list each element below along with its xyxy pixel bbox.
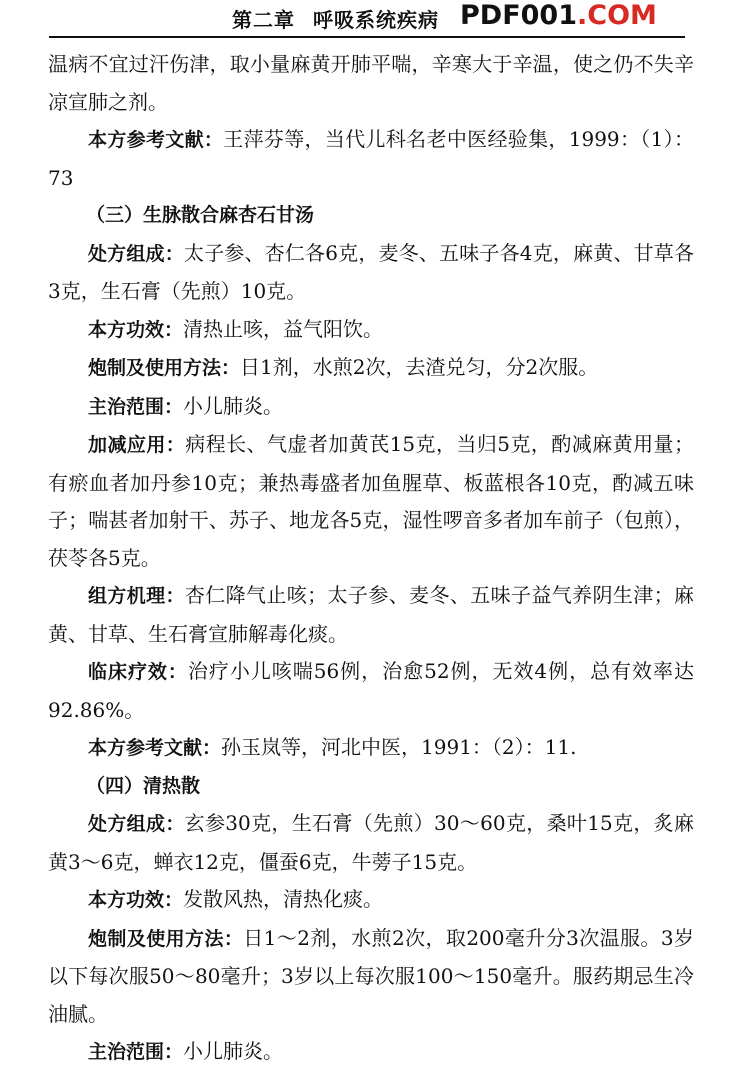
paragraph: 温病不宜过汗伤津，取小量麻黄开肺平喘，辛寒大于辛温，使之仍不失辛凉宣肺之剂。 — [48, 52, 694, 114]
paragraph — [48, 1033, 694, 1072]
watermark-part1: PDF001 — [460, 0, 578, 31]
paragraph — [48, 881, 694, 920]
field-text: 杏仁降气止咳；太子参、麦冬、五味子益气养阴生津；麻黄、甘草、生石膏宣肺解毒化痰。 — [48, 583, 694, 646]
field-text: 小儿肺炎。 — [183, 393, 284, 418]
field-label: 本方参考文献： — [88, 129, 224, 151]
field-text: 王萍芬等，当代儿科名老中医经验集，1999：（1）：73 — [48, 127, 694, 190]
paragraph — [48, 235, 694, 311]
paragraph — [48, 729, 694, 768]
field-text: 小儿肺炎。 — [183, 1039, 284, 1063]
paragraph — [48, 426, 694, 577]
field-label: 炮制及使用方法： — [88, 927, 244, 950]
paragraph — [48, 388, 694, 427]
field-label: 组方机理： — [88, 585, 185, 607]
field-label: 处方组成： — [88, 813, 185, 835]
field-label: 加减应用： — [88, 434, 186, 456]
paragraph — [48, 920, 694, 1034]
field-label: 本方功效： — [88, 889, 184, 911]
watermark-logo — [460, 0, 657, 31]
section-heading: （三）生脉散合麻杏石甘汤 — [86, 204, 315, 226]
field-label: 本方功效： — [88, 318, 184, 341]
paragraph — [48, 311, 694, 350]
header-rule — [49, 36, 685, 38]
paragraph — [48, 121, 694, 197]
field-text: 日1剂，水煎2次，去渣兑匀，分2次服。 — [240, 355, 599, 379]
section-heading: （四）清热散 — [86, 774, 201, 797]
paragraph — [48, 653, 694, 729]
field-label: 处方组成： — [88, 242, 184, 265]
paragraph — [48, 577, 694, 653]
field-text: 病程长、气虚者加黄芪15克，当归5克，酌减麻黄用量；有瘀血者加丹参10克；兼热毒盛者加鱼腥草、板蓝根各10克，酌减五味子；喘甚者加射干、苏子、地龙各5克，湿性啰音多者加车前子（包煎），茯苓各5克。 — [48, 432, 694, 570]
field-label: 主治范围： — [88, 1041, 184, 1063]
field-text: 玄参30克，生石膏（先煎）30～60克，桑叶15克，炙麻黄3～6克，蝉衣12克，僵蚕6克，牛蒡子15克。 — [48, 811, 694, 874]
field-text: 治疗小儿咳喘56例，治愈52例，无效4例，总有效率达92.86%。 — [48, 659, 694, 722]
field-text: 孙玉岚等，河北中医，1991：（2）：11. — [221, 735, 577, 759]
field-text: 清热止咳，益气阳饮。 — [183, 316, 384, 341]
field-text: 日1～2剂，水煎2次，取200毫升分3次温服。3岁以下每次服50～80毫升；3岁以上每次服100～150毫升。服药期忌生冷油腻。 — [48, 925, 694, 1026]
paragraph — [48, 349, 694, 388]
field-label: 临床疗效： — [88, 661, 188, 683]
watermark-part2: .COM — [577, 0, 657, 31]
page-body — [48, 46, 694, 1072]
field-label: 主治范围： — [88, 395, 184, 418]
field-label: 炮制及使用方法： — [88, 357, 241, 379]
field-text: 发散风热，清热化痰。 — [183, 887, 384, 911]
page-header — [0, 0, 735, 40]
running-title — [232, 4, 439, 33]
field-label: 本方参考文献： — [88, 737, 222, 759]
section-label: 呼吸系统疾病 — [313, 8, 439, 32]
chapter-label: 第二章 — [232, 8, 295, 32]
field-text: 太子参、杏仁各6克，麦冬、五味子各4克，麻黄、甘草各3克，生石膏（先煎）10克。 — [48, 240, 694, 303]
paragraph — [48, 805, 694, 881]
